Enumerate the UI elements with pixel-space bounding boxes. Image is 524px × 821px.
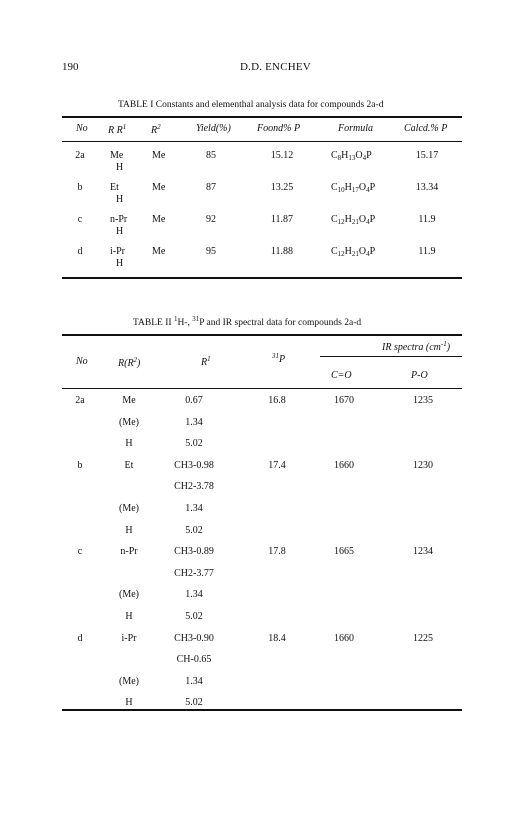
cell-found: 15.12 bbox=[270, 150, 294, 161]
cell-r1: H bbox=[116, 226, 124, 237]
cell-formula: $C_{12}H_{21}O_4P$ bbox=[331, 246, 376, 258]
cell-r: H bbox=[125, 438, 133, 450]
col-found: Foond% P bbox=[257, 123, 301, 134]
cell-r1: 1.34 bbox=[185, 675, 203, 687]
cell-r: (Me) bbox=[119, 675, 139, 687]
col-no: No bbox=[76, 123, 88, 134]
cell-r: (Me) bbox=[119, 589, 139, 601]
cell-no: 2a bbox=[75, 395, 85, 406]
cell-r: Et bbox=[124, 459, 134, 471]
cell-r1: CH-0.65 bbox=[176, 654, 212, 666]
cell-r1: CH3-0.89 bbox=[174, 546, 214, 558]
col-formula: Formula bbox=[338, 123, 373, 134]
cell-found: 13.25 bbox=[270, 182, 294, 193]
cell-po: 1235 bbox=[413, 395, 433, 406]
table2-top-rule bbox=[62, 334, 462, 336]
cell-31p: 16.8 bbox=[268, 395, 286, 406]
cell-r2: Me bbox=[152, 150, 166, 161]
col-po: P-O bbox=[411, 370, 428, 381]
cell-po: 1225 bbox=[413, 632, 433, 644]
col-calcd: Calcd.% P bbox=[404, 123, 448, 134]
cell-no: d bbox=[77, 246, 83, 257]
col-yield: Yield(%) bbox=[196, 123, 231, 134]
cell-31p: 17.4 bbox=[268, 459, 286, 471]
cell-r: i-Pr bbox=[110, 246, 125, 257]
cell-calcd: 11.9 bbox=[418, 214, 436, 225]
table2-bottom-rule bbox=[62, 709, 462, 711]
table1-top-rule bbox=[62, 116, 462, 118]
cell-r1: 1.34 bbox=[185, 589, 203, 601]
cell-no: d bbox=[77, 632, 83, 644]
cell-31p: 17.8 bbox=[268, 546, 286, 558]
cell-r: Me bbox=[122, 395, 136, 406]
cell-no: c bbox=[77, 546, 83, 558]
cell-r: H bbox=[125, 611, 133, 622]
cell-r: Me bbox=[110, 150, 124, 161]
cell-formula: $C_{10}H_{17}O_4P$ bbox=[331, 182, 376, 194]
col-ir-spectra: IR spectra $(cm^{-1})$ bbox=[382, 340, 451, 353]
cell-r: H bbox=[125, 697, 133, 709]
cell-r1: 5.02 bbox=[185, 438, 203, 450]
cell-r1: 5.02 bbox=[185, 697, 203, 709]
col-r2: $R^2$ bbox=[151, 123, 161, 136]
cell-calcd: 11.9 bbox=[418, 246, 436, 257]
cell-r1: 5.02 bbox=[185, 524, 203, 536]
cell-no: 2a bbox=[75, 150, 85, 161]
col-co: C=O bbox=[331, 370, 352, 381]
cell-r2: Me bbox=[152, 182, 166, 193]
cell-r1: 0.67 bbox=[185, 395, 203, 406]
cell-po: 1230 bbox=[413, 459, 433, 471]
cell-yield: 85 bbox=[206, 150, 216, 161]
page-number: 190 bbox=[62, 61, 79, 73]
cell-calcd: 15.17 bbox=[415, 150, 439, 161]
cell-r1: 5.02 bbox=[185, 611, 203, 622]
cell-r: n-Pr bbox=[110, 214, 128, 225]
cell-co: 1660 bbox=[334, 459, 354, 471]
cell-r: H bbox=[125, 524, 133, 536]
cell-found: 11.88 bbox=[270, 246, 294, 257]
table1-bottom-rule bbox=[62, 277, 462, 279]
cell-r1: CH3-0.90 bbox=[174, 632, 214, 644]
cell-r: (Me) bbox=[119, 416, 139, 428]
cell-yield: 92 bbox=[206, 214, 216, 225]
cell-r1: H bbox=[116, 162, 124, 173]
cell-found: 11.87 bbox=[270, 214, 294, 225]
cell-formula: $C_8H_{13}O_4P$ bbox=[331, 150, 372, 162]
table1-caption: TABLE I Constants and elementhal analysis data for compounds 2a-d bbox=[118, 100, 384, 110]
col-r-r1: R $R^1$ bbox=[108, 123, 127, 136]
table2-header-rule bbox=[62, 388, 462, 389]
cell-r1: 1.34 bbox=[185, 503, 203, 514]
cell-r2: Me bbox=[152, 246, 166, 257]
cell-r: (Me) bbox=[119, 503, 139, 514]
cell-co: 1660 bbox=[334, 632, 354, 644]
col-no: No bbox=[76, 356, 88, 367]
cell-31p: 18.4 bbox=[268, 632, 286, 644]
cell-no: b bbox=[77, 182, 83, 193]
cell-po: 1234 bbox=[413, 546, 433, 558]
ir-subheader-rule bbox=[320, 356, 462, 357]
cell-yield: 87 bbox=[206, 182, 216, 193]
cell-r1: H bbox=[116, 194, 124, 205]
cell-yield: 95 bbox=[206, 246, 216, 257]
cell-r1: 1.34 bbox=[185, 416, 203, 428]
cell-r: i-Pr bbox=[121, 632, 137, 644]
cell-r: Et bbox=[110, 182, 119, 193]
cell-co: 1670 bbox=[334, 395, 354, 406]
cell-formula: $C_{12}H_{21}O_4P$ bbox=[331, 214, 376, 226]
cell-co: 1665 bbox=[334, 546, 354, 558]
cell-no: b bbox=[77, 459, 83, 471]
table2-caption: TABLE II $^1$H-, $^{31}$P and IR spectral data for compounds 2a-d bbox=[133, 315, 362, 328]
cell-calcd: 13.34 bbox=[415, 182, 439, 193]
cell-no: c bbox=[77, 214, 83, 225]
col-31p: $^{31}$P bbox=[272, 352, 286, 365]
col-r1: $R^1$ bbox=[201, 355, 211, 368]
cell-r1: CH2-3.78 bbox=[174, 481, 214, 493]
col-r-r2: $R(R^2)$ bbox=[118, 356, 141, 369]
cell-r1: CH3-0.98 bbox=[174, 459, 214, 471]
cell-r1: CH2-3.77 bbox=[174, 567, 214, 579]
table1-header-rule bbox=[62, 141, 462, 142]
cell-r1: H bbox=[116, 258, 124, 269]
running-title: D.D. ENCHEV bbox=[240, 61, 311, 73]
cell-r: n-Pr bbox=[120, 546, 138, 558]
cell-r2: Me bbox=[152, 214, 166, 225]
